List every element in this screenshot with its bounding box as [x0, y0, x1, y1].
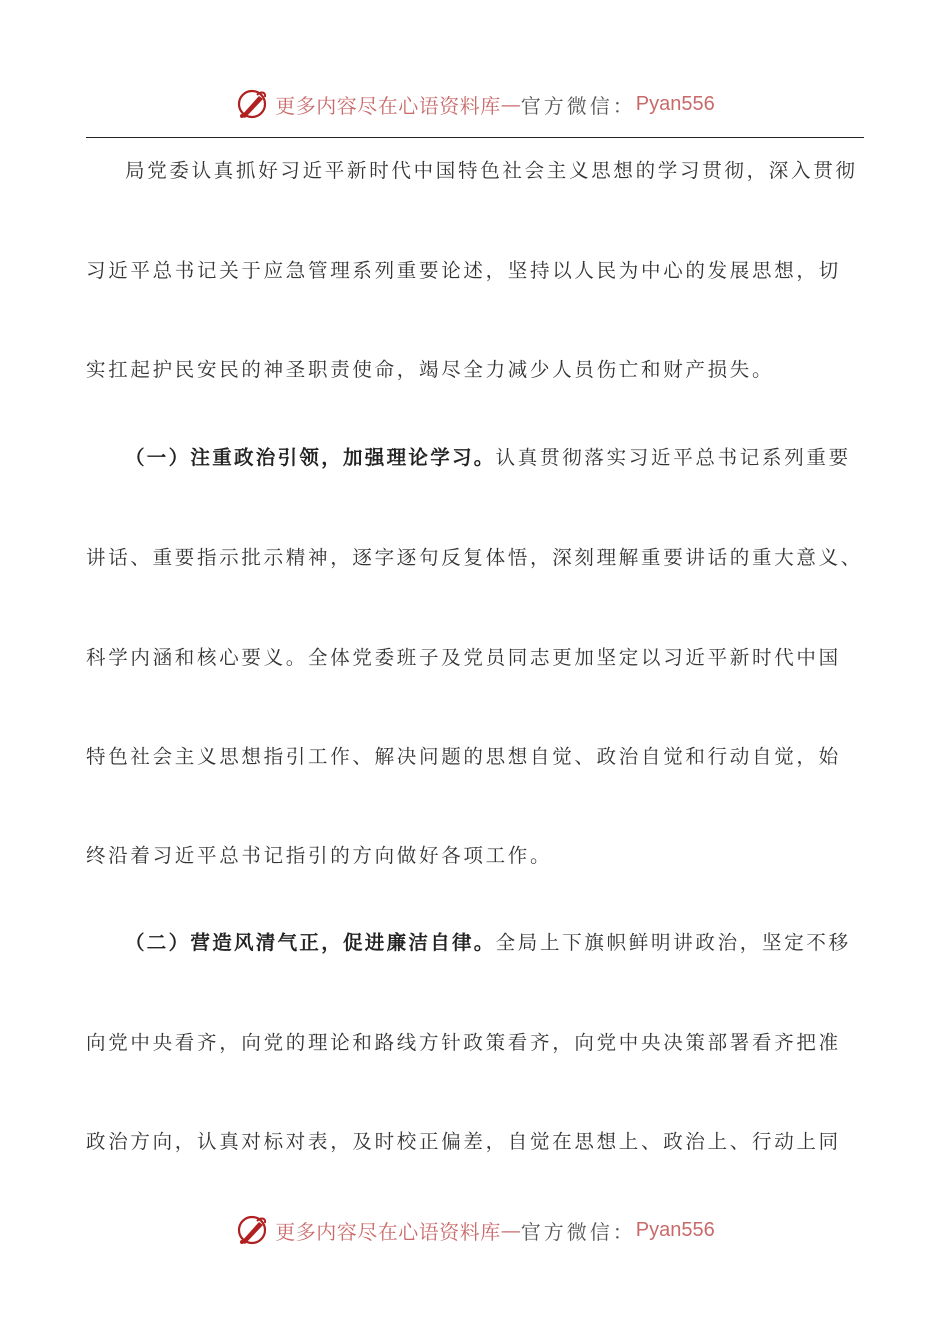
banner-wechat-id: Pyan556	[635, 92, 715, 115]
paragraph-line: 习近平总书记关于应急管理系列重要论述，坚持以人民为中心的发展思想，切	[86, 259, 841, 282]
section-heading: （二）营造风清气正，促进廉洁自律。	[125, 931, 496, 954]
banner-site-text: 更多内容尽在心语资料库	[275, 93, 501, 118]
banner-separator: —	[500, 92, 521, 116]
paragraph-line: 特色社会主义思想指引工作、解决问题的思想自觉、政治自觉和行动自觉，始	[86, 745, 841, 768]
paragraph-text: 认真贯彻落实习近平总书记系列重要	[495, 446, 851, 469]
pen-logo-icon	[235, 1213, 269, 1247]
paragraph-line: 讲话、重要指示批示精神，逐字逐句反复体悟，深刻理解重要讲话的重大意义、	[86, 546, 864, 569]
banner-site-text: 更多内容尽在心语资料库	[275, 1219, 501, 1244]
paragraph-line: 实扛起护民安民的神圣职责使命，竭尽全力减少人员伤亡和财产损失。	[86, 358, 775, 381]
paragraph-line: 政治方向，认真对标对表，及时校正偏差，自觉在思想上、政治上、行动上同	[86, 1130, 841, 1153]
paragraph-line	[125, 930, 925, 956]
paragraph-line: 终沿着习近平总书记指引的方向做好各项工作。	[86, 844, 553, 867]
header-banner	[0, 86, 950, 122]
paragraph-line: 科学内涵和核心要义。全体党委班子及党员同志更加坚定以习近平新时代中国	[86, 646, 841, 669]
paragraph-line: 向党中央看齐，向党的理论和路线方针政策看齐，向党中央决策部署看齐把准	[86, 1031, 841, 1054]
banner-label: 官方微信：	[520, 1219, 636, 1244]
banner-wechat-id: Pyan556	[635, 1218, 715, 1241]
paragraph-line: 局党委认真抓好习近平新时代中国特色社会主义思想的学习贯彻，深入贯彻	[125, 159, 858, 182]
section-heading: （一）注重政治引领，加强理论学习。	[125, 446, 496, 469]
pen-logo-icon	[235, 87, 269, 121]
paragraph-line	[125, 445, 925, 471]
footer-banner	[0, 1212, 950, 1248]
banner-separator: —	[500, 1218, 521, 1242]
header-divider	[86, 137, 864, 138]
banner-label: 官方微信：	[520, 93, 636, 118]
paragraph-text: 全局上下旗帜鲜明讲政治，坚定不移	[495, 931, 851, 954]
